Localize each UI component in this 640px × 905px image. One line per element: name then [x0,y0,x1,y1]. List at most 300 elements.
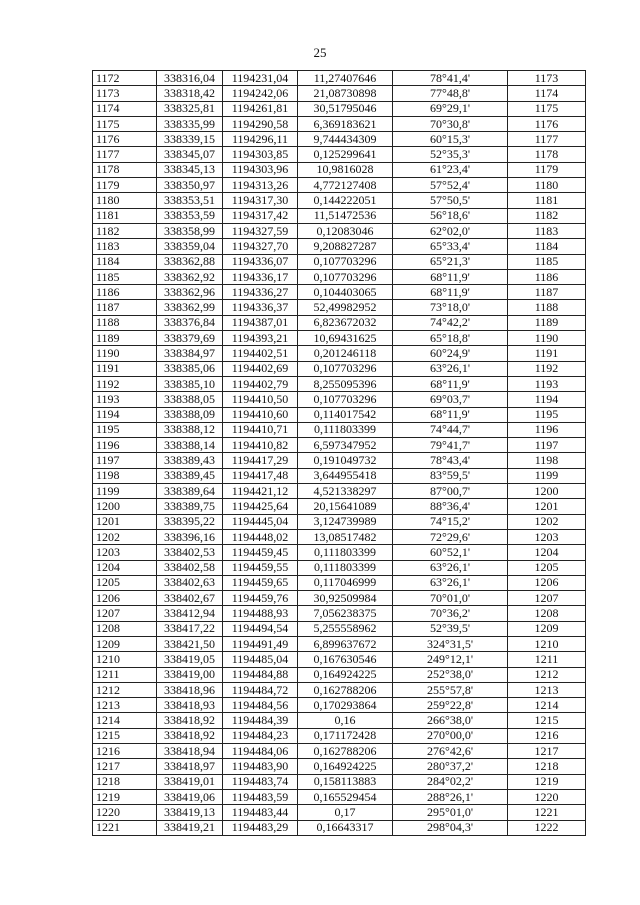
direction-angle-cell: 73°18,0' [393,300,508,315]
x-coordinate-cell: 338419,00 [157,667,223,682]
direction-angle-cell: 70°36,2' [393,606,508,621]
next-point-cell: 1217 [508,744,586,759]
y-coordinate-cell: 1194303,96 [223,162,298,177]
direction-angle-cell: 74°42,2' [393,315,508,330]
direction-angle-cell: 63°26,1' [393,560,508,575]
point-number-cell: 1216 [93,744,157,759]
direction-angle-cell: 52°39,5' [393,621,508,636]
y-coordinate-cell: 1194336,17 [223,269,298,284]
distance-cell: 0,111803399 [298,560,393,575]
point-number-cell: 1172 [93,71,157,86]
direction-angle-cell: 249°12,1' [393,652,508,667]
x-coordinate-cell: 338359,04 [157,239,223,254]
y-coordinate-cell: 1194425,64 [223,499,298,514]
table-row [93,132,586,147]
y-coordinate-cell: 1194410,82 [223,438,298,453]
table-row [93,805,586,820]
y-coordinate-cell: 1194484,72 [223,682,298,697]
table-row [93,162,586,177]
y-coordinate-cell: 1194484,23 [223,728,298,743]
point-number-cell: 1185 [93,269,157,284]
point-number-cell: 1204 [93,560,157,575]
next-point-cell: 1179 [508,162,586,177]
y-coordinate-cell: 1194336,07 [223,254,298,269]
next-point-cell: 1195 [508,407,586,422]
x-coordinate-cell: 338421,50 [157,636,223,651]
y-coordinate-cell: 1194317,42 [223,208,298,223]
next-point-cell: 1209 [508,621,586,636]
x-coordinate-cell: 338345,13 [157,162,223,177]
x-coordinate-cell: 338339,15 [157,132,223,147]
distance-cell: 0,16 [298,713,393,728]
direction-angle-cell: 65°21,3' [393,254,508,269]
point-number-cell: 1179 [93,178,157,193]
table-row [93,744,586,759]
x-coordinate-cell: 338388,12 [157,422,223,437]
next-point-cell: 1197 [508,438,586,453]
direction-angle-cell: 266°38,0' [393,713,508,728]
x-coordinate-cell: 338418,92 [157,728,223,743]
table-row [93,728,586,743]
next-point-cell: 1184 [508,239,586,254]
direction-angle-cell: 295°01,0' [393,805,508,820]
table-row [93,560,586,575]
table-row [93,376,586,391]
distance-cell: 0,162788206 [298,744,393,759]
distance-cell: 0,111803399 [298,422,393,437]
x-coordinate-cell: 338396,16 [157,529,223,544]
distance-cell: 0,104403065 [298,285,393,300]
y-coordinate-cell: 1194494,54 [223,621,298,636]
table-row [93,285,586,300]
table-row [93,591,586,606]
table-row [93,178,586,193]
point-number-cell: 1190 [93,346,157,361]
x-coordinate-cell: 338384,97 [157,346,223,361]
x-coordinate-cell: 338388,14 [157,438,223,453]
point-number-cell: 1182 [93,223,157,238]
table-row [93,208,586,223]
point-number-cell: 1205 [93,575,157,590]
x-coordinate-cell: 338362,96 [157,285,223,300]
point-number-cell: 1191 [93,361,157,376]
table-row [93,759,586,774]
x-coordinate-cell: 338389,43 [157,453,223,468]
x-coordinate-cell: 338388,09 [157,407,223,422]
page-number: 25 [313,45,327,60]
y-coordinate-cell: 1194410,50 [223,392,298,407]
point-number-cell: 1208 [93,621,157,636]
table-row [93,484,586,499]
y-coordinate-cell: 1194393,21 [223,331,298,346]
distance-cell: 0,144222051 [298,193,393,208]
table-row [93,331,586,346]
y-coordinate-cell: 1194484,56 [223,698,298,713]
point-number-cell: 1195 [93,422,157,437]
x-coordinate-cell: 338389,45 [157,468,223,483]
y-coordinate-cell: 1194261,81 [223,101,298,116]
direction-angle-cell: 57°50,5' [393,193,508,208]
x-coordinate-cell: 338362,99 [157,300,223,315]
point-number-cell: 1192 [93,376,157,391]
x-coordinate-cell: 338419,21 [157,820,223,835]
distance-cell: 10,69431625 [298,331,393,346]
next-point-cell: 1173 [508,71,586,86]
direction-angle-cell: 270°00,0' [393,728,508,743]
table-row [93,116,586,131]
next-point-cell: 1174 [508,86,586,101]
table-row [93,223,586,238]
y-coordinate-cell: 1194290,58 [223,116,298,131]
distance-cell: 30,51795046 [298,101,393,116]
point-number-cell: 1198 [93,468,157,483]
y-coordinate-cell: 1194417,48 [223,468,298,483]
y-coordinate-cell: 1194336,27 [223,285,298,300]
point-number-cell: 1221 [93,820,157,835]
next-point-cell: 1182 [508,208,586,223]
x-coordinate-cell: 338316,04 [157,71,223,86]
point-number-cell: 1173 [93,86,157,101]
table-row [93,606,586,621]
distance-cell: 0,17 [298,805,393,820]
y-coordinate-cell: 1194296,11 [223,132,298,147]
x-coordinate-cell: 338402,63 [157,575,223,590]
table-row [93,499,586,514]
distance-cell: 0,162788206 [298,682,393,697]
x-coordinate-cell: 338402,67 [157,591,223,606]
x-coordinate-cell: 338353,59 [157,208,223,223]
direction-angle-cell: 68°11,9' [393,407,508,422]
x-coordinate-cell: 338335,99 [157,116,223,131]
point-number-cell: 1176 [93,132,157,147]
next-point-cell: 1186 [508,269,586,284]
distance-cell: 11,51472536 [298,208,393,223]
y-coordinate-cell: 1194317,30 [223,193,298,208]
point-number-cell: 1211 [93,667,157,682]
point-number-cell: 1202 [93,529,157,544]
direction-angle-cell: 56°18,6' [393,208,508,223]
next-point-cell: 1215 [508,713,586,728]
point-number-cell: 1193 [93,392,157,407]
distance-cell: 13,08517482 [298,529,393,544]
point-number-cell: 1181 [93,208,157,223]
y-coordinate-cell: 1194387,01 [223,315,298,330]
y-coordinate-cell: 1194483,74 [223,774,298,789]
direction-angle-cell: 52°35,3' [393,147,508,162]
distance-cell: 21,08730898 [298,86,393,101]
table-row [93,789,586,804]
x-coordinate-cell: 338419,01 [157,774,223,789]
x-coordinate-cell: 338389,75 [157,499,223,514]
y-coordinate-cell: 1194242,06 [223,86,298,101]
y-coordinate-cell: 1194483,44 [223,805,298,820]
direction-angle-cell: 70°01,0' [393,591,508,606]
x-coordinate-cell: 338402,58 [157,560,223,575]
next-point-cell: 1175 [508,101,586,116]
direction-angle-cell: 69°03,7' [393,392,508,407]
table-row [93,300,586,315]
next-point-cell: 1200 [508,484,586,499]
table-row [93,453,586,468]
y-coordinate-cell: 1194327,70 [223,239,298,254]
table-row [93,147,586,162]
x-coordinate-cell: 338385,06 [157,361,223,376]
y-coordinate-cell: 1194483,90 [223,759,298,774]
next-point-cell: 1213 [508,682,586,697]
table-row [93,621,586,636]
table-row [93,422,586,437]
point-number-cell: 1177 [93,147,157,162]
coordinates-table-body [93,71,586,836]
y-coordinate-cell: 1194488,93 [223,606,298,621]
next-point-cell: 1183 [508,223,586,238]
direction-angle-cell: 60°24,9' [393,346,508,361]
table-row [93,529,586,544]
next-point-cell: 1185 [508,254,586,269]
x-coordinate-cell: 338345,07 [157,147,223,162]
y-coordinate-cell: 1194410,71 [223,422,298,437]
distance-cell: 0,164924225 [298,667,393,682]
distance-cell: 8,255095396 [298,376,393,391]
distance-cell: 5,255558962 [298,621,393,636]
direction-angle-cell: 259°22,8' [393,698,508,713]
y-coordinate-cell: 1194303,85 [223,147,298,162]
y-coordinate-cell: 1194327,59 [223,223,298,238]
distance-cell: 11,27407646 [298,71,393,86]
table-row [93,392,586,407]
y-coordinate-cell: 1194421,12 [223,484,298,499]
distance-cell: 0,16643317 [298,820,393,835]
y-coordinate-cell: 1194448,02 [223,529,298,544]
direction-angle-cell: 288°26,1' [393,789,508,804]
x-coordinate-cell: 338376,84 [157,315,223,330]
table-row [93,407,586,422]
point-number-cell: 1212 [93,682,157,697]
next-point-cell: 1187 [508,285,586,300]
point-number-cell: 1213 [93,698,157,713]
direction-angle-cell: 69°29,1' [393,101,508,116]
y-coordinate-cell: 1194483,29 [223,820,298,835]
distance-cell: 0,107703296 [298,254,393,269]
x-coordinate-cell: 338385,10 [157,376,223,391]
direction-angle-cell: 61°23,4' [393,162,508,177]
x-coordinate-cell: 338419,13 [157,805,223,820]
next-point-cell: 1218 [508,759,586,774]
point-number-cell: 1184 [93,254,157,269]
table-row [93,698,586,713]
point-number-cell: 1220 [93,805,157,820]
direction-angle-cell: 65°18,8' [393,331,508,346]
point-number-cell: 1194 [93,407,157,422]
point-number-cell: 1200 [93,499,157,514]
table-row [93,713,586,728]
table-row [93,667,586,682]
direction-angle-cell: 79°41,7' [393,438,508,453]
direction-angle-cell: 284°02,2' [393,774,508,789]
direction-angle-cell: 68°11,9' [393,269,508,284]
table-row [93,820,586,835]
x-coordinate-cell: 338418,92 [157,713,223,728]
y-coordinate-cell: 1194459,65 [223,575,298,590]
point-number-cell: 1175 [93,116,157,131]
direction-angle-cell: 74°15,2' [393,514,508,529]
table-row [93,361,586,376]
next-point-cell: 1208 [508,606,586,621]
x-coordinate-cell: 338412,94 [157,606,223,621]
distance-cell: 0,201246118 [298,346,393,361]
direction-angle-cell: 62°02,0' [393,223,508,238]
point-number-cell: 1180 [93,193,157,208]
table-row [93,468,586,483]
point-number-cell: 1187 [93,300,157,315]
distance-cell: 0,165529454 [298,789,393,804]
next-point-cell: 1198 [508,453,586,468]
next-point-cell: 1192 [508,361,586,376]
distance-cell: 20,15641089 [298,499,393,514]
next-point-cell: 1190 [508,331,586,346]
distance-cell: 0,191049732 [298,453,393,468]
next-point-cell: 1176 [508,116,586,131]
y-coordinate-cell: 1194402,51 [223,346,298,361]
next-point-cell: 1219 [508,774,586,789]
table-row [93,269,586,284]
x-coordinate-cell: 338419,05 [157,652,223,667]
y-coordinate-cell: 1194459,45 [223,545,298,560]
next-point-cell: 1204 [508,545,586,560]
next-point-cell: 1214 [508,698,586,713]
x-coordinate-cell: 338325,81 [157,101,223,116]
table-row [93,636,586,651]
point-number-cell: 1206 [93,591,157,606]
y-coordinate-cell: 1194402,79 [223,376,298,391]
direction-angle-cell: 78°43,4' [393,453,508,468]
distance-cell: 0,114017542 [298,407,393,422]
coordinates-table [92,70,586,836]
next-point-cell: 1210 [508,636,586,651]
table-row [93,652,586,667]
distance-cell: 0,171172428 [298,728,393,743]
direction-angle-cell: 255°57,8' [393,682,508,697]
x-coordinate-cell: 338362,92 [157,269,223,284]
distance-cell: 9,744434309 [298,132,393,147]
point-number-cell: 1199 [93,484,157,499]
table-row [93,71,586,86]
y-coordinate-cell: 1194459,55 [223,560,298,575]
distance-cell: 3,124739989 [298,514,393,529]
x-coordinate-cell: 338358,99 [157,223,223,238]
next-point-cell: 1206 [508,575,586,590]
y-coordinate-cell: 1194410,60 [223,407,298,422]
distance-cell: 0,107703296 [298,269,393,284]
next-point-cell: 1205 [508,560,586,575]
distance-cell: 0,164924225 [298,759,393,774]
distance-cell: 6,597347952 [298,438,393,453]
direction-angle-cell: 74°44,7' [393,422,508,437]
x-coordinate-cell: 338389,64 [157,484,223,499]
y-coordinate-cell: 1194445,04 [223,514,298,529]
direction-angle-cell: 57°52,4' [393,178,508,193]
distance-cell: 3,644955418 [298,468,393,483]
table-row [93,774,586,789]
point-number-cell: 1186 [93,285,157,300]
direction-angle-cell: 68°11,9' [393,376,508,391]
direction-angle-cell: 72°29,6' [393,529,508,544]
next-point-cell: 1189 [508,315,586,330]
y-coordinate-cell: 1194484,39 [223,713,298,728]
point-number-cell: 1210 [93,652,157,667]
point-number-cell: 1188 [93,315,157,330]
table-row [93,254,586,269]
table-row [93,545,586,560]
next-point-cell: 1216 [508,728,586,743]
next-point-cell: 1222 [508,820,586,835]
x-coordinate-cell: 338419,06 [157,789,223,804]
table-row [93,514,586,529]
y-coordinate-cell: 1194459,76 [223,591,298,606]
point-number-cell: 1178 [93,162,157,177]
distance-cell: 6,369183621 [298,116,393,131]
y-coordinate-cell: 1194484,88 [223,667,298,682]
next-point-cell: 1196 [508,422,586,437]
direction-angle-cell: 252°38,0' [393,667,508,682]
y-coordinate-cell: 1194402,69 [223,361,298,376]
next-point-cell: 1191 [508,346,586,361]
y-coordinate-cell: 1194336,37 [223,300,298,315]
point-number-cell: 1218 [93,774,157,789]
table-row [93,86,586,101]
distance-cell: 0,125299641 [298,147,393,162]
distance-cell: 0,107703296 [298,361,393,376]
direction-angle-cell: 83°59,5' [393,468,508,483]
y-coordinate-cell: 1194313,26 [223,178,298,193]
next-point-cell: 1207 [508,591,586,606]
direction-angle-cell: 68°11,9' [393,285,508,300]
table-row [93,346,586,361]
point-number-cell: 1207 [93,606,157,621]
point-number-cell: 1214 [93,713,157,728]
direction-angle-cell: 60°15,3' [393,132,508,147]
distance-cell: 52,49982952 [298,300,393,315]
distance-cell: 7,056238375 [298,606,393,621]
x-coordinate-cell: 338388,05 [157,392,223,407]
distance-cell: 9,208827287 [298,239,393,254]
distance-cell: 0,107703296 [298,392,393,407]
next-point-cell: 1177 [508,132,586,147]
table-row [93,575,586,590]
next-point-cell: 1211 [508,652,586,667]
point-number-cell: 1215 [93,728,157,743]
distance-cell: 0,117046999 [298,575,393,590]
distance-cell: 6,899637672 [298,636,393,651]
point-number-cell: 1203 [93,545,157,560]
table-row [93,101,586,116]
distance-cell: 0,170293864 [298,698,393,713]
table-row [93,193,586,208]
x-coordinate-cell: 338402,53 [157,545,223,560]
point-number-cell: 1217 [93,759,157,774]
y-coordinate-cell: 1194485,04 [223,652,298,667]
distance-cell: 0,12083046 [298,223,393,238]
next-point-cell: 1180 [508,178,586,193]
y-coordinate-cell: 1194483,59 [223,789,298,804]
point-number-cell: 1189 [93,331,157,346]
point-number-cell: 1201 [93,514,157,529]
x-coordinate-cell: 338418,97 [157,759,223,774]
direction-angle-cell: 65°33,4' [393,239,508,254]
distance-cell: 0,167630546 [298,652,393,667]
direction-angle-cell: 70°30,8' [393,116,508,131]
next-point-cell: 1199 [508,468,586,483]
